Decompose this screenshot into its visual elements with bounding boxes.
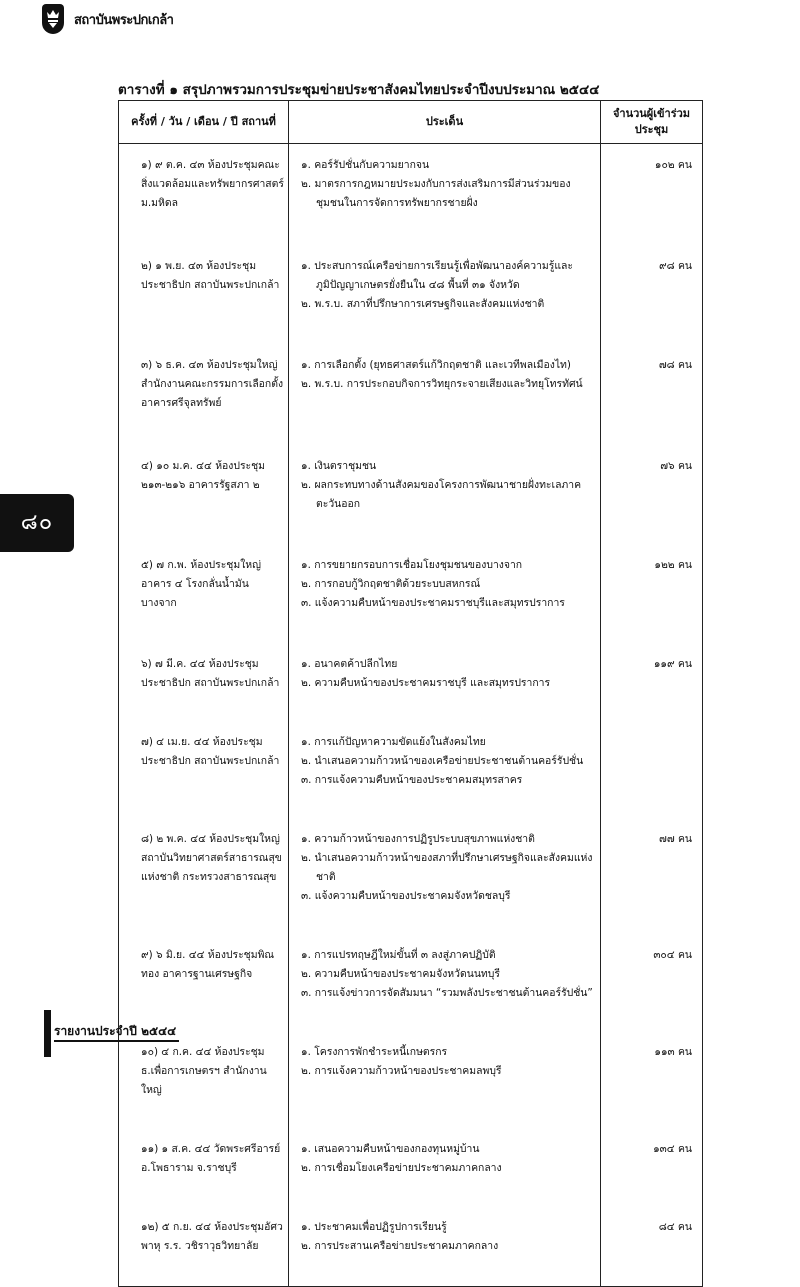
issue-item: ๑. เสนอความคืบหน้าของกองทุนหมู่บ้าน [301, 1143, 480, 1155]
issue-item: ๓. แจ้งความคืบหน้าของประชาคมจังหวัดชลบุรี [301, 890, 511, 902]
attendee-count-text: ๗๗ คน [659, 833, 692, 845]
issue-item: ๒. ผลกระทบทางด้านสังคมของโครงการพัฒนาชายฝั่งทะเลภาคตะวันออก [301, 479, 582, 510]
attendee-count [601, 144, 703, 236]
attendee-count-text: ๙๘ คน [659, 260, 692, 272]
issue-item: ๑. การแก้ปัญหาความขัดแย้งในสังคมไทย [301, 736, 486, 748]
issue-item: ๑. ความก้าวหน้าของการปฏิรูประบบสุขภาพแห่งชาติ [301, 833, 535, 845]
issue-item: ๒. พ.ร.บ. การประกอบกิจการวิทยุกระจายเสียงและวิทยุโทรทัศน์ [301, 378, 583, 390]
issue-item: ๓. การแจ้งความคืบหน้าของประชาคมสมุทรสาคร [301, 774, 523, 786]
attendee-count [601, 711, 703, 808]
attendee-count [601, 633, 703, 711]
table-row [119, 808, 703, 924]
page-header [22, 0, 222, 40]
meeting-date-place [119, 808, 289, 924]
meeting-issues [289, 334, 601, 435]
footer-bar [44, 1010, 51, 1057]
issue-item: ๒. การกอบกู้วิกฤตชาติด้วยระบบสหกรณ์ [301, 578, 481, 590]
issue-item: ๒. การแจ้งความก้าวหน้าของประชาคมลพบุรี [301, 1065, 502, 1077]
date-place-text: ๗) ๔ เม.ย. ๔๔ ห้องประชุมประชาธิปก สถาบันพระปกเกล้า [141, 736, 280, 767]
header-date-place: ครั้งที่ / วัน / เดือน / ปี สถานที่ [119, 101, 289, 144]
issue-item: ๒. การเชื่อมโยงเครือข่ายประชาคมภาคกลาง [301, 1162, 502, 1174]
date-place-text: ๘) ๒ พ.ค. ๔๔ ห้องประชุมใหญ่ สถาบันวิทยาศาสตร์สาธารณสุขแห่งชาติ กระทรวงสาธารณสุข [141, 833, 282, 883]
org-name: สถาบันพระปกเกล้า [74, 13, 174, 28]
issue-item: ๑. เงินตราชุมชน [301, 460, 377, 472]
attendee-count [601, 1118, 703, 1196]
issue-item: ๑. โครงการพักชำระหนี้เกษตรกร [301, 1046, 448, 1058]
issue-item: ๑. คอร์รัปชั่นกับความยากจน [301, 159, 430, 171]
issue-item: ๑. ประสบการณ์เครือข่ายการเรียนรู้เพื่อพัฒนาองค์ความรู้และภูมิปัญญาเกษตรยั่งยืนใน ๔๘ พื้นที่ ๓๑ จังหวัด [301, 260, 573, 291]
issue-item: ๑. การเลือกตั้ง (ยุทธศาสตร์แก้วิกฤตชาติ และเวทีพลเมืองไท) [301, 359, 571, 371]
attendee-count [601, 1021, 703, 1118]
meetings-summary-table [118, 100, 703, 1287]
table-row [119, 711, 703, 808]
meeting-issues [289, 1021, 601, 1118]
meeting-date-place [119, 1196, 289, 1287]
page-number-tab: ๘๐ [0, 494, 74, 552]
attendee-count-text: ๗๘ คน [658, 359, 692, 371]
issue-item: ๒. นำเสนอความก้าวหน้าของสภาที่ปรึกษาเศรษฐกิจและสังคมแห่งชาติ [301, 852, 593, 883]
meeting-date-place [119, 711, 289, 808]
meeting-issues [289, 1118, 601, 1196]
table-row [119, 435, 703, 534]
meeting-issues [289, 1196, 601, 1287]
date-place-text: ๙) ๖ มิ.ย. ๔๔ ห้องประชุมพิณทอง อาคารฐานเศรษฐกิจ [141, 949, 275, 980]
meeting-issues [289, 924, 601, 1021]
date-place-text: ๑๑) ๑ ส.ค. ๔๔ วัดพระศรีอารย์ อ.โพธาราม จ.ราชบุรี [141, 1143, 281, 1174]
meeting-issues [289, 144, 601, 236]
table-row [119, 235, 703, 334]
footer-underline [54, 1040, 179, 1042]
issue-item: ๒. มาตรการกฎหมายประมงกับการส่งเสริมการมีส่วนร่วมของชุมชนในการจัดการทรัพยากรชายฝั่ง [301, 178, 571, 209]
date-place-text: ๔) ๑๐ ม.ค. ๔๔ ห้องประชุม ๒๑๓-๒๑๖ อาคารรัฐสภา ๒ [141, 460, 266, 491]
meeting-date-place [119, 924, 289, 1021]
issue-item: ๒. นำเสนอความก้าวหน้าของเครือข่ายประชาชนต้านคอร์รัปชั่น [301, 755, 584, 767]
attendee-count-text: ๗๖ คน [660, 460, 692, 472]
meeting-date-place [119, 534, 289, 633]
meeting-issues [289, 808, 601, 924]
issue-item: ๒. ความคืบหน้าของประชาคมจังหวัดนนทบุรี [301, 968, 500, 980]
table-row [119, 534, 703, 633]
issue-item: ๑. การแปรทฤษฎีใหม่ขั้นที่ ๓ ลงสู่ภาคปฏิบัติ [301, 949, 496, 961]
date-place-text: ๑๒) ๕ ก.ย. ๔๔ ห้องประชุมอัศวพาหุ ร.ร. วชิราวุธวิทยาลัย [141, 1221, 283, 1252]
table-header-row [119, 101, 703, 144]
meeting-issues [289, 435, 601, 534]
attendee-count-text: ๑๐๒ คน [654, 159, 692, 171]
meeting-date-place [119, 435, 289, 534]
issue-item: ๑. การขยายกรอบการเชื่อมโยงชุมชนของบางจาก [301, 559, 523, 571]
meeting-issues [289, 633, 601, 711]
meeting-date-place [119, 334, 289, 435]
attendee-count-text: ๑๑๓ คน [654, 1046, 692, 1058]
attendee-count [601, 334, 703, 435]
table-row [119, 924, 703, 1021]
table-title: ตารางที่ ๑ สรุปภาพรวมการประชุมข่ายประชาสังคมไทยประจำปีงบประมาณ ๒๕๔๔ [118, 82, 600, 98]
attendee-count [601, 924, 703, 1021]
issue-item: ๒. พ.ร.บ. สภาที่ปรึกษาการเศรษฐกิจและสังคมแห่งชาติ [301, 298, 545, 310]
attendee-count [601, 435, 703, 534]
attendee-count [601, 1196, 703, 1287]
header-attendees: จำนวนผู้เข้าร่วมประชุม [601, 101, 703, 144]
meeting-date-place [119, 144, 289, 236]
footer-text: รายงานประจำปี ๒๕๔๔ [54, 1024, 177, 1038]
meeting-issues [289, 235, 601, 334]
crown-emblem-icon [45, 9, 61, 29]
attendee-count [601, 534, 703, 633]
issue-item: ๑. ประชาคมเพื่อปฏิรูปการเรียนรู้ [301, 1221, 447, 1233]
date-place-text: ๖) ๗ มี.ค. ๔๔ ห้องประชุมประชาธิปก สถาบันพระปกเกล้า [141, 658, 280, 689]
date-place-text: ๓) ๖ ธ.ค. ๔๓ ห้องประชุมใหญ่ สำนักงานคณะกรรมการเลือกตั้ง อาคารศรีจุลทรัพย์ [141, 359, 284, 409]
attendee-count-text: ๑๓๔ คน [653, 1143, 692, 1155]
issue-item: ๒. การประสานเครือข่ายประชาคมภาคกลาง [301, 1240, 499, 1252]
meeting-issues [289, 711, 601, 808]
table-row [119, 1021, 703, 1118]
issue-item: ๑. อนาคตค้าปลีกไทย [301, 658, 398, 670]
attendee-count-text: ๓๐๔ คน [653, 949, 692, 961]
institute-logo-icon [42, 4, 64, 34]
table-row [119, 334, 703, 435]
date-place-text: ๑) ๙ ต.ค. ๔๓ ห้องประชุมคณะสิ่งแวดล้อมและทรัพยากรศาสตร์ ม.มหิดล [141, 159, 284, 209]
meeting-date-place [119, 633, 289, 711]
attendee-count-text: ๑๑๙ คน [653, 658, 692, 670]
header-issues: ประเด็น [289, 101, 601, 144]
table-body [119, 144, 703, 1287]
date-place-text: ๑๐) ๔ ก.ค. ๔๔ ห้องประชุม ธ.เพื่อการเกษตรฯ สำนักงานใหญ่ [141, 1046, 267, 1096]
attendee-count-text: ๑๒๒ คน [654, 559, 692, 571]
table-row [119, 1196, 703, 1287]
meeting-date-place [119, 235, 289, 334]
table-row [119, 1118, 703, 1196]
attendee-count [601, 808, 703, 924]
issue-item: ๒. ความคืบหน้าของประชาคมราชบุรี และสมุทรปราการ [301, 677, 551, 689]
date-place-text: ๕) ๗ ก.พ. ห้องประชุมใหญ่ อาคาร ๔ โรงกลั่นน้ำมันบางจาก [141, 559, 261, 609]
issue-item: ๓. แจ้งความคืบหน้าของประชาคมราชบุรีและสมุทรปราการ [301, 597, 565, 609]
issue-item: ๓. การแจ้งข่าวการจัดสัมมนา “รวมพลังประชาชนต้านคอร์รัปชั่น” [301, 987, 593, 999]
table-row [119, 633, 703, 711]
attendee-count [601, 235, 703, 334]
date-place-text: ๒) ๑ พ.ย. ๔๓ ห้องประชุมประชาธิปก สถาบันพระปกเกล้า [141, 260, 280, 291]
meeting-date-place [119, 1118, 289, 1196]
attendee-count-text: ๘๔ คน [658, 1221, 692, 1233]
meeting-issues [289, 534, 601, 633]
table-row [119, 144, 703, 236]
